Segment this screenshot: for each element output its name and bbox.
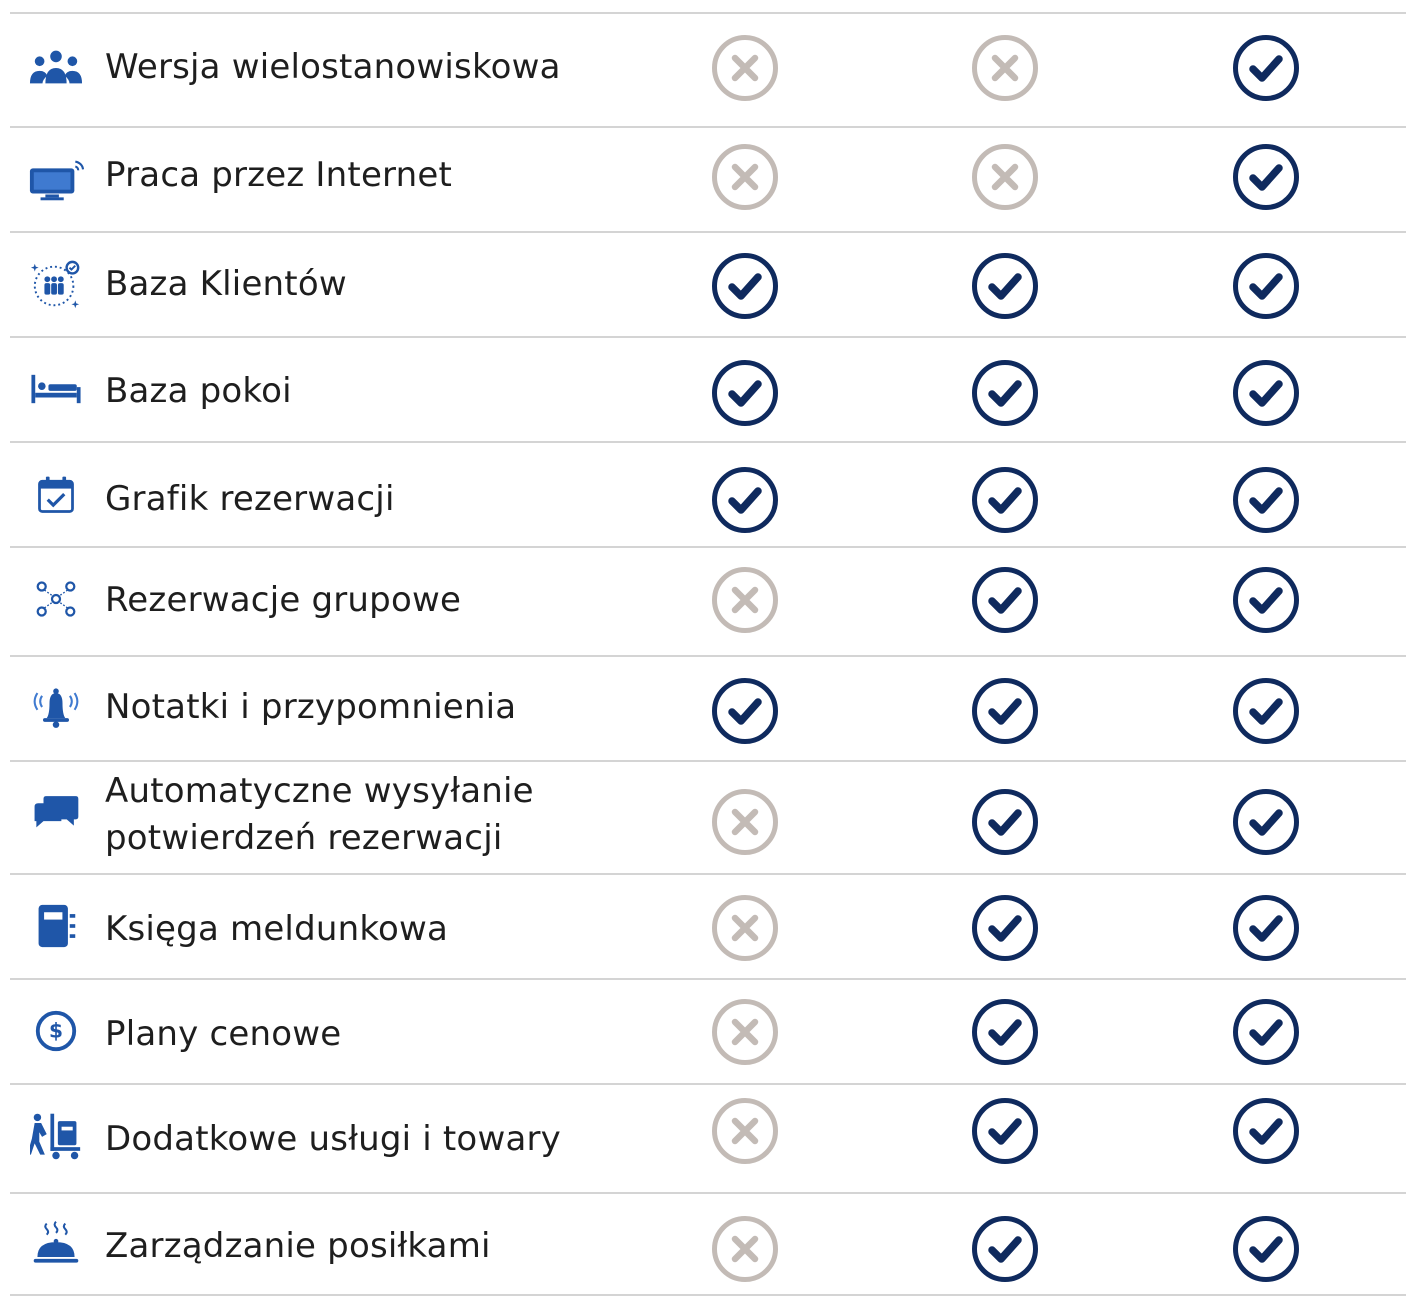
check-circle-icon — [1231, 33, 1301, 103]
notebook-icon — [28, 898, 84, 954]
table-row — [10, 14, 1406, 128]
table-row — [10, 338, 1406, 443]
check-circle-icon — [1231, 251, 1301, 321]
table-row — [10, 233, 1406, 338]
feature-label: Dodatkowe usługi i towary — [105, 1119, 561, 1159]
check-circle-icon — [710, 251, 780, 321]
feature-label: Grafik rezerwacji — [105, 479, 395, 519]
feature-label: Baza pokoi — [105, 371, 292, 411]
check-circle-icon — [1231, 358, 1301, 428]
feature-comparison-table — [10, 12, 1406, 1296]
table-row — [10, 980, 1406, 1085]
feature-label: Notatki i przypomnienia — [105, 687, 517, 727]
table-row — [10, 1085, 1406, 1194]
group-network-icon — [28, 571, 84, 627]
check-circle-icon — [970, 251, 1040, 321]
cross-circle-icon — [710, 1214, 780, 1284]
table-row — [10, 1194, 1406, 1296]
feature-label: Plany cenowe — [105, 1014, 342, 1054]
svg-text:$: $ — [49, 1018, 63, 1043]
check-circle-icon — [970, 358, 1040, 428]
chat-bubbles-icon — [28, 786, 84, 842]
cross-circle-icon — [710, 33, 780, 103]
check-circle-icon — [1231, 997, 1301, 1067]
check-circle-icon — [1231, 142, 1301, 212]
check-circle-icon — [1231, 565, 1301, 635]
bell-ringing-icon — [28, 679, 84, 735]
feature-label: Baza Klientów — [105, 264, 347, 304]
check-circle-icon — [970, 565, 1040, 635]
cross-circle-icon — [710, 997, 780, 1067]
customer-base-icon — [28, 257, 84, 313]
check-circle-icon — [970, 1214, 1040, 1284]
dollar-circle-icon — [28, 1003, 84, 1059]
feature-label: Praca przez Internet — [105, 155, 453, 195]
food-cloche-icon — [28, 1216, 84, 1272]
bed-icon — [28, 361, 84, 417]
table-row — [10, 762, 1406, 875]
check-circle-icon — [970, 1096, 1040, 1166]
check-circle-icon — [970, 893, 1040, 963]
check-circle-icon — [1231, 1096, 1301, 1166]
feature-label: Księga meldunkowa — [105, 909, 449, 949]
cross-circle-icon — [710, 1096, 780, 1166]
check-circle-icon — [970, 997, 1040, 1067]
feature-label: Wersja wielostanowiskowa — [105, 47, 561, 87]
check-circle-icon — [710, 676, 780, 746]
cross-circle-icon — [710, 893, 780, 963]
check-circle-icon — [1231, 893, 1301, 963]
cross-circle-icon — [970, 142, 1040, 212]
cross-circle-icon — [710, 565, 780, 635]
feature-label: Automatyczne wysyłanie potwierdzeń rezerwacji — [105, 771, 534, 858]
table-row — [10, 443, 1406, 548]
check-circle-icon — [710, 358, 780, 428]
check-circle-icon — [1231, 1214, 1301, 1284]
check-circle-icon — [1231, 676, 1301, 746]
check-circle-icon — [970, 465, 1040, 535]
calendar-check-icon — [28, 467, 84, 523]
feature-label: Zarządzanie posiłkami — [105, 1226, 491, 1266]
check-circle-icon — [1231, 465, 1301, 535]
check-circle-icon — [1231, 787, 1301, 857]
check-circle-icon — [710, 465, 780, 535]
luggage-cart-icon — [28, 1108, 84, 1164]
check-circle-icon — [970, 676, 1040, 746]
check-circle-icon — [970, 787, 1040, 857]
table-row — [10, 875, 1406, 980]
feature-label: Rezerwacje grupowe — [105, 580, 462, 620]
table-row — [10, 548, 1406, 657]
cross-circle-icon — [710, 142, 780, 212]
users-group-icon — [28, 40, 84, 96]
table-row — [10, 657, 1406, 762]
monitor-wifi-icon — [28, 152, 84, 208]
cross-circle-icon — [970, 33, 1040, 103]
table-row — [10, 128, 1406, 233]
cross-circle-icon — [710, 787, 780, 857]
